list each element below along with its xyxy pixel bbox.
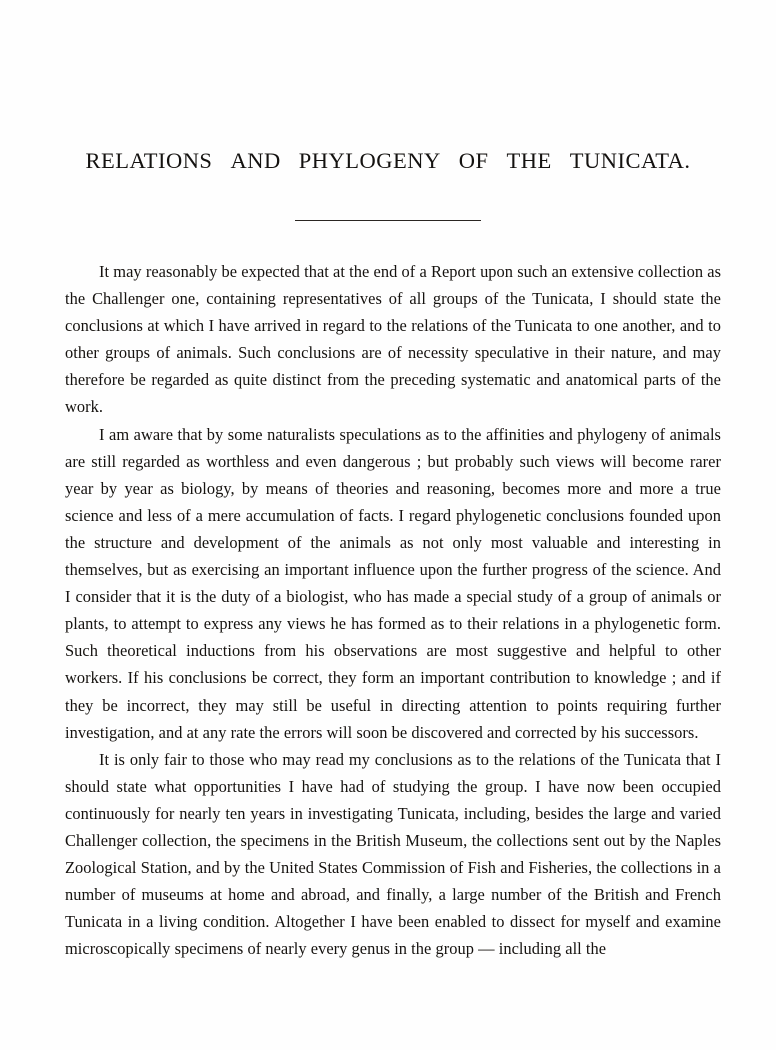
paragraph: It may reasonably be expected that at the end of a Report upon such an extensive collection as the Challenger one, containing representatives of all groups of the Tunicata, I should state the conclusions at which I have arrived in regard to the relations of the Tunicata to one another, and to other groups of animals. Such conclusions are of necessity speculative in their nature, and may therefore be regarded as quite distinct from the preceding systematic and anatomical parts of the work.	[65, 262, 721, 417]
page-title	[0, 148, 776, 174]
title-word: OF	[458, 148, 489, 173]
title-word: RELATIONS	[85, 148, 213, 173]
body-text	[65, 258, 721, 962]
paragraph: I am aware that by some naturalists speculations as to the affinities and phylogeny of animals are still regarded as worthless and even dangerous ; but probably such views will become rarer year by year as biology, by means of theories and reasoning, becomes more and more a true science and less of a mere accumulation of facts. I regard phylogenetic conclusions founded upon the structure and development of the animals as not only most valuable and interesting in themselves, but as exercising an important influence upon the further progress of the science. And I consider that it is the duty of a biologist, who has made a special study of a group of animals or plants, to attempt to express any views he has formed as to their relations in a phylogenetic form. Such theoretical inductions from his observations are most suggestive and helpful to other workers. If his conclusions be correct, they form an important contribution to knowledge ; and if they be incorrect, they may still be useful in directing attention to points requiring further investigation, and at any rate the errors will soon be discovered and corrected by his successors.	[65, 424, 721, 742]
title-divider	[0, 208, 776, 226]
title-word: AND	[230, 148, 281, 173]
title-word: TUNICATA.	[569, 148, 691, 173]
title-word: THE	[506, 148, 552, 173]
title-word: PHYLOGENY	[298, 148, 441, 173]
horizontal-rule	[295, 220, 481, 221]
paragraph: It is only fair to those who may read my conclusions as to the relations of the Tunicata that I should state what opportunities I have had of studying the group. I have now been occupied continuously for nearly ten years in investigating Tunicata, including, besides the large and varied Challenger collection, the specimens in the British Museum, the collections sent out by the Naples Zoological Station, and by the United States Commission of Fish and Fisheries, the collections in a number of museums at home and abroad, and finally, a large number of the British and French Tunicata in a living condition. Altogether I have been enabled to dissect for myself and examine microscopically specimens of nearly every genus in the group — including all the	[65, 749, 721, 959]
